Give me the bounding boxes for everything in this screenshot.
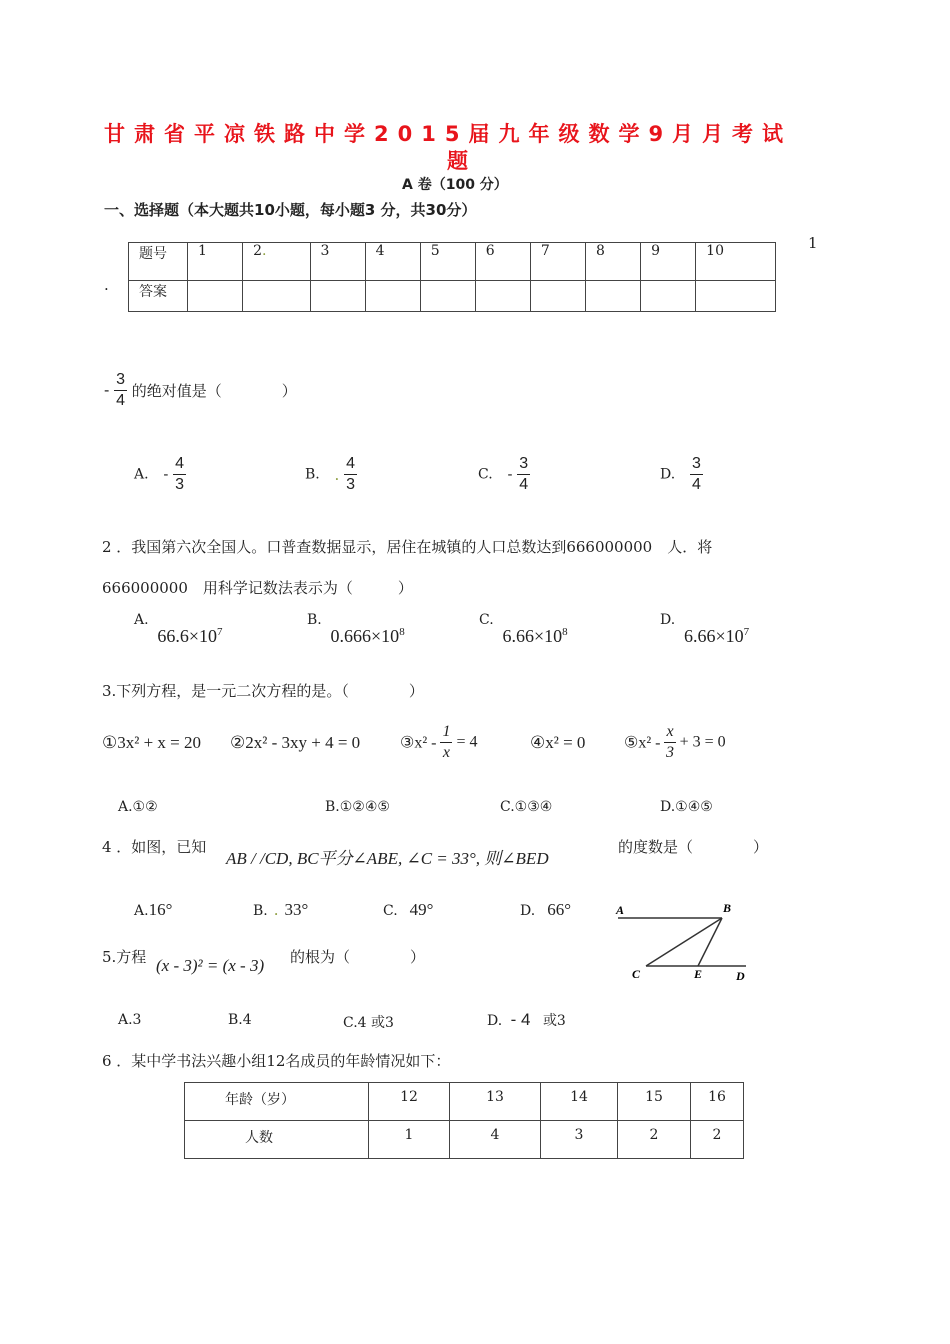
- option-label: D.: [660, 466, 676, 483]
- option-value: 66°: [547, 900, 571, 919]
- question-4-prefix: 4 ．如图，已知: [102, 838, 207, 856]
- answer-cell[interactable]: [696, 281, 776, 312]
- question-1-number-mark: 1: [808, 234, 818, 252]
- question-3-stem: 3.下列方程，是一元二次方程的是。（ ）: [102, 682, 424, 700]
- count-value: 3: [541, 1121, 618, 1159]
- age-value: 14: [541, 1083, 618, 1121]
- point-e-label: E: [694, 967, 703, 981]
- fraction: [114, 372, 127, 409]
- question-1-stem: [104, 372, 297, 409]
- option-label: B.: [253, 903, 268, 919]
- equation-5-right: + 3 = 0: [679, 733, 726, 751]
- point-d-label: D: [736, 969, 745, 983]
- answer-cell[interactable]: [365, 281, 420, 312]
- option-label: D.: [660, 612, 676, 628]
- answer-cell[interactable]: [310, 281, 365, 312]
- question-3-option-d[interactable]: D.①④⑤: [660, 799, 713, 815]
- question-number: 4: [365, 243, 420, 281]
- option-sign: .: [334, 465, 340, 484]
- question-5-suffix: 的根为（ ）: [290, 948, 426, 966]
- question-number: 2.: [243, 243, 310, 281]
- question-number: 5: [420, 243, 475, 281]
- option-fraction: [517, 456, 530, 493]
- option-exponent: 7: [743, 626, 750, 638]
- equation-4: ④x² = 0: [530, 733, 586, 752]
- question-2-stem-line1: 2 ．我国第六次全国人。口普查数据显示，居住在城镇的人口总数达到666000000 人．将: [102, 538, 713, 556]
- option-suffix: 或3: [542, 1013, 566, 1029]
- option-label: A.: [134, 903, 149, 919]
- answer-cell[interactable]: [188, 281, 243, 312]
- fraction-numerator: 3: [517, 456, 530, 475]
- count-value: 4: [450, 1121, 541, 1159]
- question-1-option-d[interactable]: [660, 456, 703, 493]
- option-label: C.: [479, 612, 494, 628]
- fraction-numerator: 4: [173, 456, 186, 475]
- option-label: B.: [307, 612, 322, 628]
- question-4-option-c[interactable]: [383, 900, 433, 920]
- option-label: B.: [305, 466, 320, 483]
- age-value: 16: [691, 1083, 744, 1121]
- option-fraction: [173, 456, 186, 493]
- fraction-numerator: 1: [440, 724, 452, 743]
- question-number: 10: [696, 243, 776, 281]
- answer-table-answer-label: 答案: [129, 281, 188, 312]
- question-1-dot-mark: .: [104, 276, 109, 294]
- count-row-label: 人数: [185, 1121, 369, 1159]
- question-number: 6: [475, 243, 530, 281]
- fraction-numerator: x: [664, 724, 675, 743]
- fraction-denominator: 4: [116, 392, 126, 409]
- answer-cell[interactable]: [420, 281, 475, 312]
- option-sign: -: [163, 466, 169, 483]
- option-sign: -: [507, 466, 513, 483]
- question-5-option-a[interactable]: A.3: [118, 1012, 142, 1028]
- equation-1: ①3x² + x = 20: [102, 733, 202, 752]
- page-title: 甘肃省平凉铁路中学2015届九年级数学9月月考试: [104, 122, 793, 146]
- question-6-stem: 6 ．某中学书法兴趣小组12名成员的年龄情况如下：: [102, 1052, 451, 1070]
- question-3-option-a[interactable]: A.①②: [118, 799, 158, 815]
- fraction-numerator: 3: [114, 372, 127, 391]
- fraction-denominator: 3: [175, 476, 185, 493]
- option-fraction: [690, 456, 703, 493]
- option-exponent: 8: [399, 626, 405, 638]
- question-4-option-a[interactable]: [134, 900, 172, 920]
- question-5-equation: (x - 3)² = (x - 3): [156, 956, 265, 975]
- equation-3-fraction: [440, 724, 452, 761]
- equation-3-left: ③x² -: [400, 734, 437, 752]
- option-value: 49°: [409, 900, 434, 919]
- question-3-option-b[interactable]: B.①②④⑤: [325, 799, 390, 815]
- option-label: A.: [134, 466, 149, 483]
- age-value: 15: [618, 1083, 691, 1121]
- equation-3-right: = 4: [456, 733, 478, 751]
- question-4-condition: AB / /CD, BC平分∠ABE, ∠C = 33°, 则∠BED: [226, 849, 549, 868]
- point-c-label: C: [632, 967, 641, 981]
- fraction-denominator: 4: [691, 476, 701, 493]
- question-number: 3: [310, 243, 365, 281]
- answer-cell[interactable]: [243, 281, 310, 312]
- age-value: 12: [369, 1083, 450, 1121]
- answer-cell[interactable]: [585, 281, 640, 312]
- answer-cell[interactable]: [475, 281, 530, 312]
- fraction-numerator: 3: [690, 456, 703, 475]
- option-value: 6.66×10: [502, 626, 563, 646]
- question-5-option-b[interactable]: B.4: [228, 1012, 252, 1028]
- option-label: D.: [487, 1013, 503, 1029]
- question-1-text: 的绝对值是（ ）: [131, 382, 297, 400]
- option-label: C.: [478, 466, 493, 483]
- answer-cell[interactable]: [530, 281, 585, 312]
- point-b-label: B: [723, 901, 732, 915]
- question-1-option-c[interactable]: [478, 456, 530, 493]
- geometry-figure: [610, 896, 760, 986]
- option-label: A.: [134, 612, 149, 628]
- option-value: 0.666×10: [330, 626, 400, 646]
- option-value: 16°: [148, 900, 173, 919]
- question-5-option-c[interactable]: C.4 或3: [343, 1015, 394, 1031]
- page-title-continued: 题: [447, 149, 477, 173]
- answer-table: [128, 242, 776, 312]
- question-4-option-b[interactable]: B. . 33°: [253, 900, 309, 919]
- question-number: 1: [188, 243, 243, 281]
- question-4-suffix: 的度数是（ ）: [618, 838, 769, 856]
- equation-5-fraction: [664, 724, 675, 761]
- fraction-denominator: 3: [666, 744, 675, 761]
- count-value: 2: [618, 1121, 691, 1159]
- option-fraction: [344, 456, 357, 493]
- age-row-label: 年龄（岁）: [185, 1083, 369, 1121]
- question-4-option-d[interactable]: [520, 900, 571, 920]
- option-value: 66.6×10: [157, 626, 217, 646]
- option-exponent: 7: [217, 626, 223, 638]
- question-2-stem-line2: 666000000 用科学记数法表示为（ ）: [102, 579, 413, 597]
- question-5-option-d[interactable]: [487, 1010, 566, 1030]
- fraction-denominator: x: [442, 744, 451, 761]
- age-value: 13: [450, 1083, 541, 1121]
- question-number: 9: [641, 243, 696, 281]
- equation-5-left: ⑤x² -: [624, 734, 661, 752]
- option-label: C.: [383, 903, 398, 919]
- minus-sign: -: [104, 381, 110, 399]
- age-table: [184, 1082, 744, 1159]
- fraction-numerator: 4: [344, 456, 357, 475]
- question-3-option-c[interactable]: C.①③④: [500, 799, 553, 815]
- question-1-option-a[interactable]: [134, 456, 186, 493]
- equation-3: [400, 724, 478, 761]
- fraction-denominator: 4: [519, 476, 529, 493]
- answer-cell[interactable]: [641, 281, 696, 312]
- paper-subtitle: A 卷（100 分）: [402, 177, 508, 193]
- question-1-option-b[interactable]: [305, 456, 357, 493]
- option-value: - 4: [510, 1010, 531, 1029]
- fraction-denominator: 3: [346, 476, 355, 493]
- section-heading: 一、选择题（本大题共10小题，每小题3 分，共30分）: [104, 201, 477, 219]
- option-exponent: 8: [562, 626, 568, 638]
- equation-2: ②2x² - 3xy + 4 = 0: [230, 733, 361, 752]
- question-number: 7: [530, 243, 585, 281]
- count-value: 1: [369, 1121, 450, 1159]
- equation-5: [624, 724, 726, 761]
- question-number: 8: [585, 243, 640, 281]
- question-5-prefix: 5.方程: [102, 948, 147, 966]
- answer-table-header-label: 题号: [129, 243, 188, 281]
- point-a-label: A: [616, 903, 625, 917]
- option-value: 6.66×10: [683, 626, 744, 646]
- option-label: D.: [520, 903, 536, 919]
- count-value: 2: [691, 1121, 744, 1159]
- option-value: 33°: [284, 900, 309, 919]
